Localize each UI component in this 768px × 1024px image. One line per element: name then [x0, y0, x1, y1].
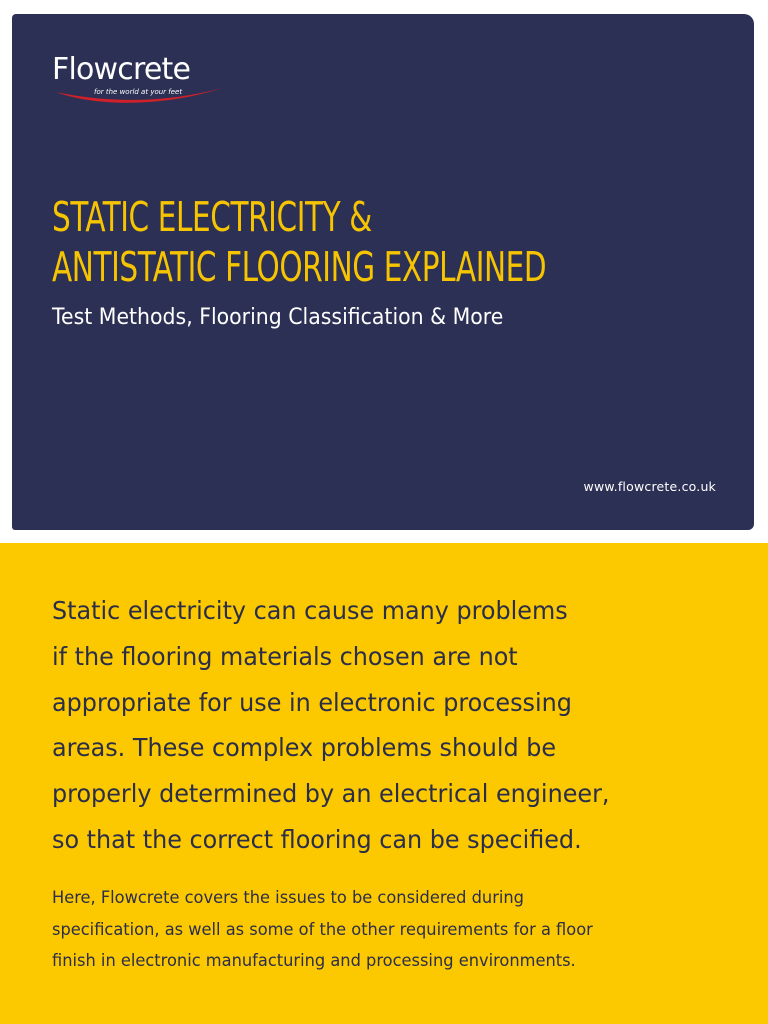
body-paragraph [52, 883, 701, 978]
lead-line: areas. These complex problems should be [52, 733, 557, 763]
title-line: ANTISTATIC FLOORING EXPLAINED [52, 243, 547, 291]
lead-line: so that the correct flooring can be specified. [52, 824, 582, 854]
body-line: finish in electronic manufacturing and processing environments. [52, 951, 576, 971]
lead-paragraph [52, 588, 701, 863]
logo-tagline: for the world at your feet [94, 88, 183, 96]
logo-wordmark: Flowcrete [52, 52, 191, 87]
title-line: STATIC ELECTRICITY & [52, 193, 372, 241]
document-title [52, 192, 546, 292]
lead-line: appropriate for use in electronic processing [52, 687, 572, 717]
lead-line: if the flooring materials chosen are not [52, 641, 518, 671]
lead-line: Static electricity can cause many problems [52, 596, 568, 625]
cover-header-panel [12, 14, 754, 530]
flowcrete-logo [52, 52, 227, 114]
document-subtitle: Test Methods, Flooring Classification & More [52, 305, 504, 330]
body-line: Here, Flowcrete covers the issues to be considered during [52, 888, 524, 908]
body-line: specification, as well as some of the other requirements for a floor [52, 919, 593, 940]
lead-line: properly determined by an electrical engineer, [52, 779, 610, 809]
website-url: www.flowcrete.co.uk [583, 479, 716, 494]
